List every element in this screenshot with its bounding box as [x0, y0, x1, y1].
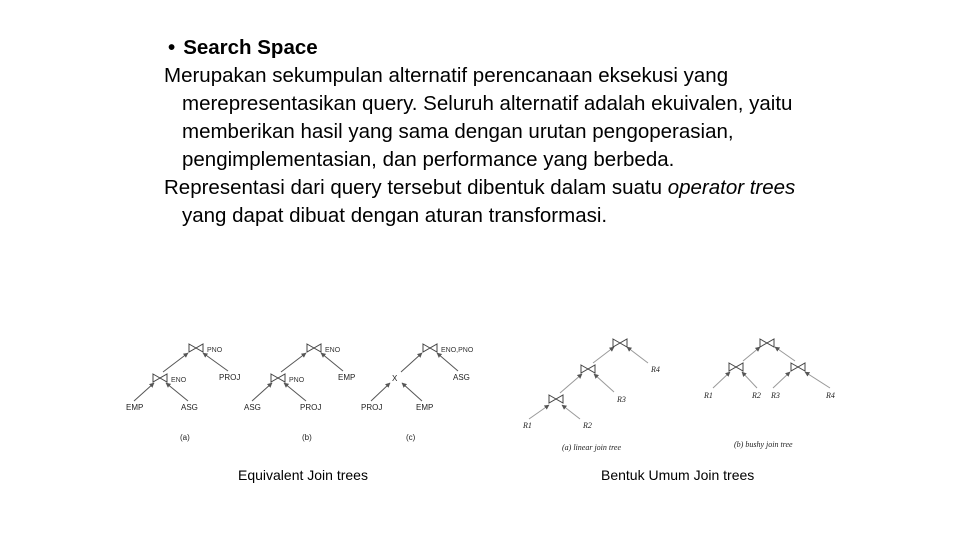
leaf-label: R4 [826, 391, 835, 400]
cartesian-product-label: X [392, 374, 398, 383]
equivalent-tree-b [244, 344, 355, 442]
join-icon [729, 363, 743, 371]
leaf-label: PROJ [219, 373, 241, 382]
join-icon [613, 339, 627, 347]
tree-tag: (b) bushy join tree [734, 440, 793, 449]
leaf-label: R2 [752, 391, 761, 400]
leaf-label: PROJ [361, 403, 383, 412]
join-icon [307, 344, 321, 352]
leaf-label: R2 [583, 421, 592, 430]
tree-tag: (a) [180, 433, 190, 442]
join-icon [760, 339, 774, 347]
emphasis-operator-trees: operator trees [667, 176, 796, 199]
equivalent-tree-c [361, 344, 474, 442]
caption-general-join-trees: Bentuk Umum Join trees [601, 467, 755, 483]
top-join-attr: ENO [325, 347, 341, 354]
paragraph-search-space: Merupakan sekumpulan alternatif perencanaan eksekusi yang merepresentasikan query. Seluruh alternatif adalah ekuivalen, yaitu memberikan hasil yang sama dengan urutan pengoperasian, pengimplementasian, dan performance yang berbeda. [164, 64, 793, 171]
heading-title: Search Space [183, 36, 318, 59]
join-icon [271, 374, 285, 382]
join-icon [791, 363, 805, 371]
join-icon [153, 374, 167, 382]
leaf-label: ASG [181, 403, 198, 412]
leaf-label: EMP [416, 403, 434, 412]
low-join-attr: ENO [171, 377, 187, 384]
low-join-attr: PNO [289, 377, 305, 384]
join-icon [581, 365, 595, 373]
bullet-icon: • [168, 36, 176, 59]
leaf-label: R1 [704, 391, 713, 400]
paragraph-representation: Representasi dari query tersebut dibentuk dalam suatu operator trees yang dapat dibuat dengan aturan transformasi. [164, 176, 796, 227]
tree-tag: (c) [406, 433, 416, 442]
leaf-label: EMP [338, 373, 356, 382]
leaf-label: R4 [651, 365, 660, 374]
join-icon [189, 344, 203, 352]
equivalent-tree-a [126, 344, 240, 442]
leaf-label: PROJ [300, 403, 322, 412]
leaf-label: R3 [617, 395, 626, 404]
leaf-label: ASG [244, 403, 261, 412]
caption-equivalent-join-trees: Equivalent Join trees [238, 467, 368, 483]
bushy-join-tree [703, 339, 835, 449]
join-icon [423, 344, 437, 352]
leaf-label: ASG [453, 373, 470, 382]
leaf-label: R1 [523, 421, 532, 430]
tree-tag: (b) [302, 433, 312, 442]
top-join-attr: ENO,PNO [441, 347, 474, 354]
linear-join-tree [522, 339, 660, 452]
join-icon [549, 395, 563, 403]
leaf-label: EMP [126, 403, 144, 412]
leaf-label: R3 [771, 391, 780, 400]
tree-tag: (a) linear join tree [562, 443, 622, 452]
top-join-attr: PNO [207, 347, 223, 354]
